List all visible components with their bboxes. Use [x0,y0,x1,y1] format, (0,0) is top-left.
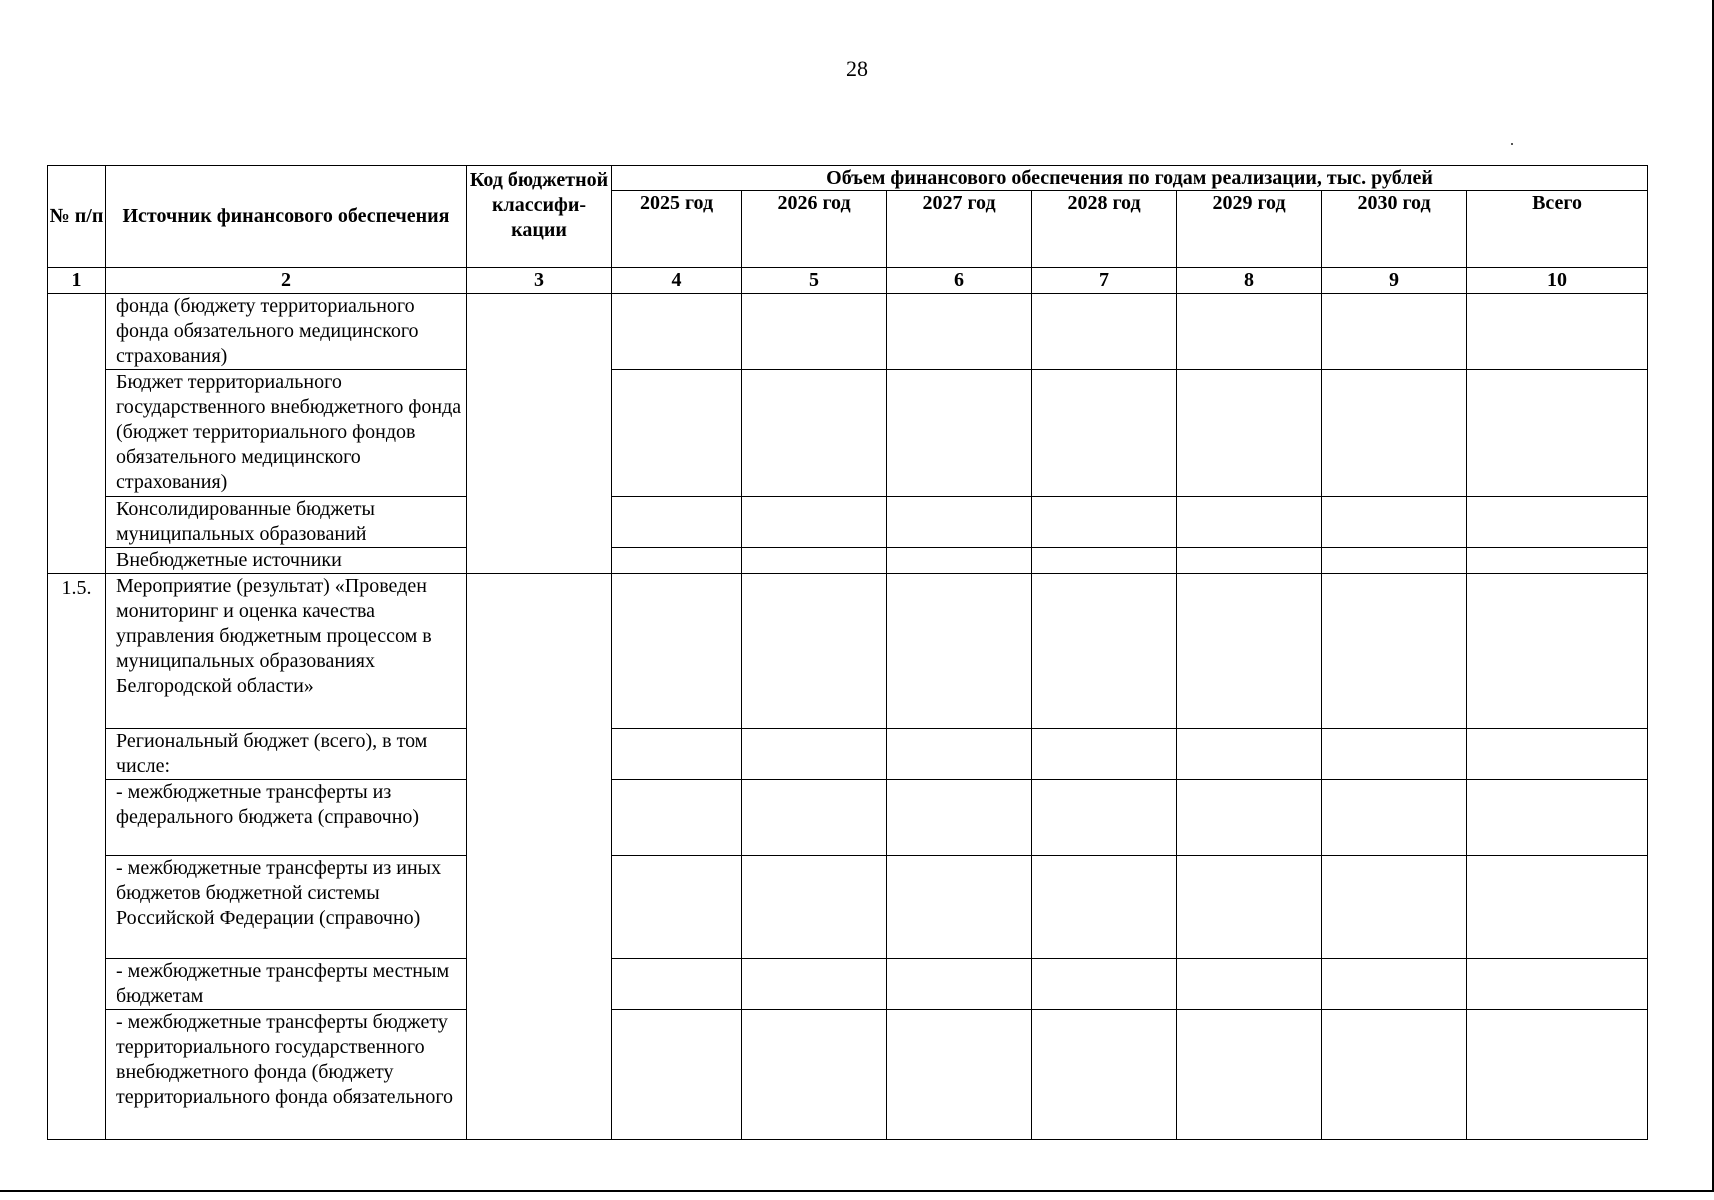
value-cell [1322,574,1467,729]
source-name: - межбюджетные трансферты бюджету территориального государственного внебюджетного фонда (бюджету территориального фонда обязательного [106,1010,467,1140]
value-cell [1032,856,1177,959]
budget-code [467,294,612,574]
financing-table [47,165,1648,1140]
column-index: 2 [106,268,467,294]
value-cell [612,780,742,856]
value-cell [612,294,742,370]
value-cell [1322,294,1467,370]
value-cell [742,370,887,497]
value-cell [887,1010,1032,1140]
value-cell [1322,856,1467,959]
value-cell [1467,729,1648,780]
value-cell [742,548,887,574]
value-cell [742,574,887,729]
value-cell [612,1010,742,1140]
value-cell [887,729,1032,780]
source-name: Мероприятие (результат) «Проведен мониторинг и оценка качества управления бюджетным процессом в муниципальных образованиях Белгородской области» [106,574,467,729]
header-num: № п/п [48,166,106,268]
value-cell [612,548,742,574]
table-row [48,370,1648,497]
source-name: Консолидированные бюджеты муниципальных образований [106,497,467,548]
value-cell [1467,497,1648,548]
value-cell [612,370,742,497]
column-index: 9 [1322,268,1467,294]
header-year-2029: 2029 год [1177,191,1322,268]
value-cell [1177,497,1322,548]
table-row [48,729,1648,780]
table-row [48,294,1648,370]
value-cell [1467,856,1648,959]
value-cell [1467,370,1648,497]
header-year-2025: 2025 год [612,191,742,268]
table-row [48,959,1648,1010]
value-cell [1032,729,1177,780]
value-cell [1177,370,1322,497]
value-cell [742,780,887,856]
source-name: - межбюджетные трансферты из федерального бюджета (справочно) [106,780,467,856]
value-cell [612,729,742,780]
row-number: 1.5. [48,574,106,1140]
value-cell [612,574,742,729]
table-row [48,780,1648,856]
value-cell [1177,780,1322,856]
table-row [48,497,1648,548]
value-cell [1032,497,1177,548]
header-year-2027: 2027 год [887,191,1032,268]
value-cell [1322,548,1467,574]
table-row [48,856,1648,959]
value-cell [1322,1010,1467,1140]
value-cell [1322,497,1467,548]
column-index: 1 [48,268,106,294]
value-cell [887,856,1032,959]
value-cell [1322,780,1467,856]
value-cell [1467,574,1648,729]
column-index: 3 [467,268,612,294]
value-cell [1322,959,1467,1010]
value-cell [742,1010,887,1140]
scan-artifact [1511,143,1513,145]
column-index-row [48,268,1648,294]
source-name: Внебюджетные источники [106,548,467,574]
value-cell [1177,294,1322,370]
source-name: фонда (бюджету территориального фонда обязательного медицинского страхования) [106,294,467,370]
value-cell [1177,959,1322,1010]
table-row [48,574,1648,729]
column-index: 7 [1032,268,1177,294]
column-index: 10 [1467,268,1648,294]
value-cell [1177,729,1322,780]
page-number: 28 [846,56,868,81]
value-cell [1032,370,1177,497]
header-code: Код бюджетной классифи-кации [467,166,612,268]
value-cell [1032,548,1177,574]
column-index: 6 [887,268,1032,294]
value-cell [1467,294,1648,370]
header-row-top [48,166,1648,191]
value-cell [887,574,1032,729]
column-index: 4 [612,268,742,294]
value-cell [887,548,1032,574]
value-cell [1177,548,1322,574]
value-cell [1032,780,1177,856]
value-cell [742,497,887,548]
value-cell [887,294,1032,370]
value-cell [887,959,1032,1010]
value-cell [1322,370,1467,497]
header-volume-group: Объем финансового обеспечения по годам реализации, тыс. рублей [612,166,1648,191]
column-index: 8 [1177,268,1322,294]
value-cell [1177,1010,1322,1140]
value-cell [887,780,1032,856]
value-cell [742,959,887,1010]
value-cell [612,959,742,1010]
value-cell [1467,780,1648,856]
header-year-2030: 2030 год [1322,191,1467,268]
value-cell [887,370,1032,497]
source-name: - межбюджетные трансферты из иных бюджетов бюджетной системы Российской Федерации (справочно) [106,856,467,959]
value-cell [742,294,887,370]
source-name: Бюджет территориального государственного внебюджетного фонда (бюджет территориального фондов обязательного медицинского страхования) [106,370,467,497]
source-name: Региональный бюджет (всего), в том числе: [106,729,467,780]
value-cell [1467,548,1648,574]
row-number [48,294,106,574]
value-cell [742,729,887,780]
value-cell [1467,959,1648,1010]
header-source: Источник финансового обеспечения [106,166,467,268]
value-cell [887,497,1032,548]
header-year-2026: 2026 год [742,191,887,268]
column-index: 5 [742,268,887,294]
value-cell [1032,574,1177,729]
value-cell [612,856,742,959]
value-cell [742,856,887,959]
value-cell [612,497,742,548]
budget-code [467,574,612,1140]
value-cell [1032,294,1177,370]
table-row [48,548,1648,574]
header-total: Всего [1467,191,1648,268]
header-year-2028: 2028 год [1032,191,1177,268]
value-cell [1322,729,1467,780]
value-cell [1177,856,1322,959]
value-cell [1467,1010,1648,1140]
table-row [48,1010,1648,1140]
value-cell [1032,959,1177,1010]
value-cell [1177,574,1322,729]
source-name: - межбюджетные трансферты местным бюджетам [106,959,467,1010]
table-body [48,294,1648,1140]
value-cell [1032,1010,1177,1140]
